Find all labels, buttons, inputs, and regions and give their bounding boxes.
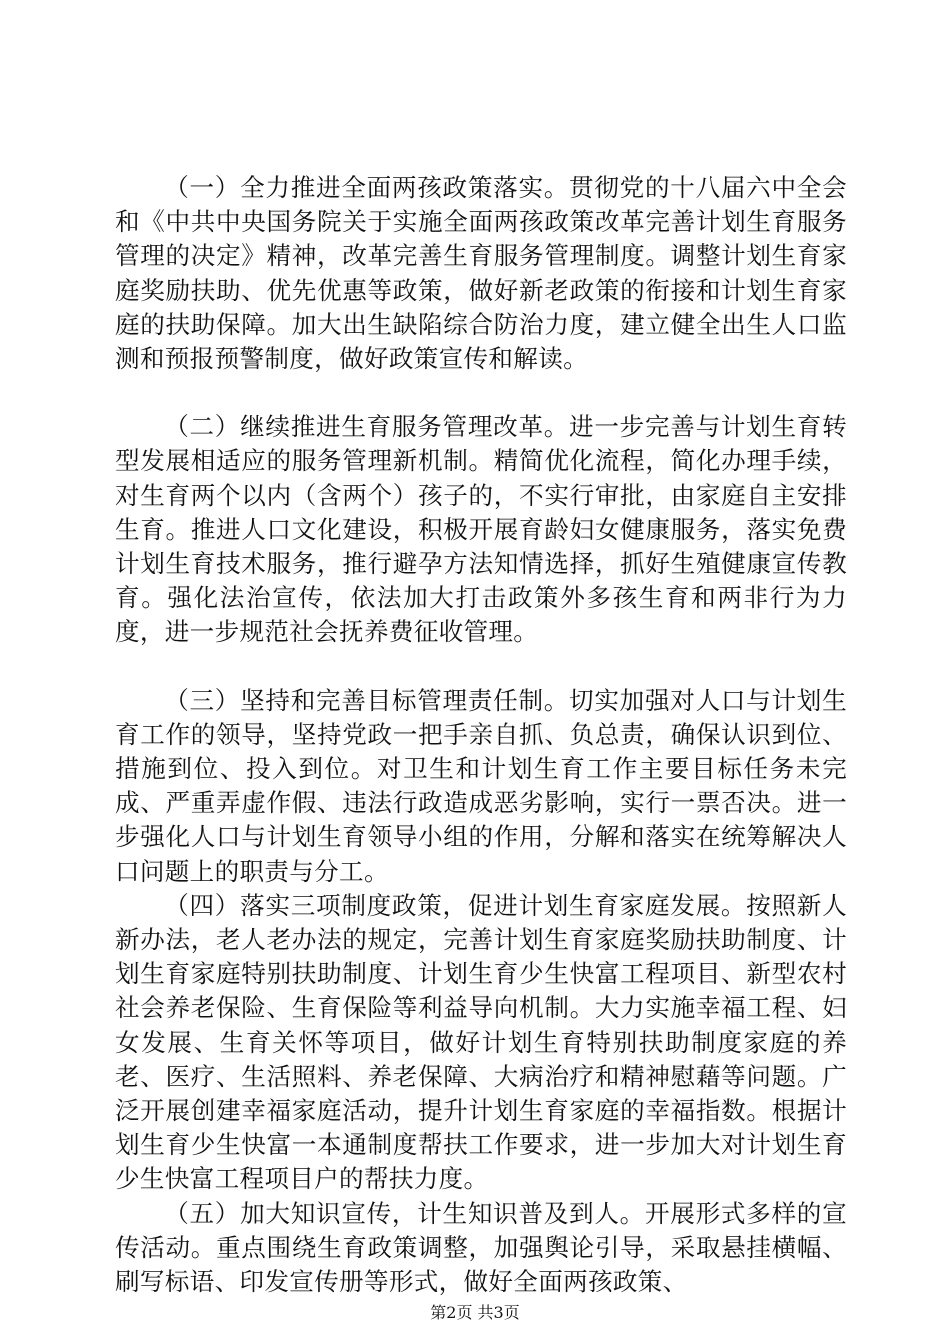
paragraph-5: （五）加大知识宣传，计生知识普及到人。开展形式多样的宣传活动。重点围绕生育政策调整，加强舆论引导，采取悬挂横幅、刷写标语、印发宣传册等形式，做好全面两孩政策、 xyxy=(115,1198,847,1297)
page-footer: 第2页 共3页 xyxy=(430,1303,520,1322)
paragraph-1: （一）全力推进全面两孩政策落实。贯彻党的十八届六中全会和《中共中央国务院关于实施全面两孩政策改革完善计划生育服务管理的决定》精神，改革完善生育服务管理制度。调整计划生育家庭奖励扶助、优先优惠等政策，做好新老政策的衔接和计划生育家庭的扶助保障。加大出生缺陷综合防治力度，建立健全出生人口监测和预报预警制度，做好政策宣传和解读。 xyxy=(115,173,847,374)
document-body xyxy=(115,171,847,1299)
paragraph-2: （二）继续推进生育服务管理改革。进一步完善与计划生育转型发展相适应的服务管理新机制。精简优化流程，简化办理手续，对生育两个以内（含两个）孩子的，不实行审批，由家庭自主安排生育。推进人口文化建设，积极开展育龄妇女健康服务，落实免费计划生育技术服务，推行避孕方法知情选择，抓好生殖健康宣传教育。强化法治宣传，依法加大打击政策外多孩生育和两非行为力度，进一步规范社会抚养费征收管理。 xyxy=(115,412,847,647)
paragraph-3: （三）坚持和完善目标管理责任制。切实加强对人口与计划生育工作的领导，坚持党政一把手亲自抓、负总责，确保认识到位、措施到位、投入到位。对卫生和计划生育工作主要目标任务未完成、严重弄虚作假、违法行政造成恶劣影响，实行一票否决。进一步强化人口与计划生育领导小组的作用，分解和落实在统筹解决人口问题上的职责与分工。 xyxy=(115,685,847,886)
paragraph-4: （四）落实三项制度政策，促进计划生育家庭发展。按照新人新办法，老人老办法的规定，完善计划生育家庭奖励扶助制度、计划生育家庭特别扶助制度、计划生育少生快富工程项目、新型农村社会养老保险、生育保险等利益导向机制。大力实施幸福工程、妇女发展、生育关怀等项目，做好计划生育特别扶助制度家庭的养老、医疗、生活照料、养老保障、大病治疗和精神慰藉等问题。广泛开展创建幸福家庭活动，提升计划生育家庭的幸福指数。根据计划生育少生快富一本通制度帮扶工作要求，进一步加大对计划生育少生快富工程项目户的帮扶力度。 xyxy=(115,890,847,1194)
